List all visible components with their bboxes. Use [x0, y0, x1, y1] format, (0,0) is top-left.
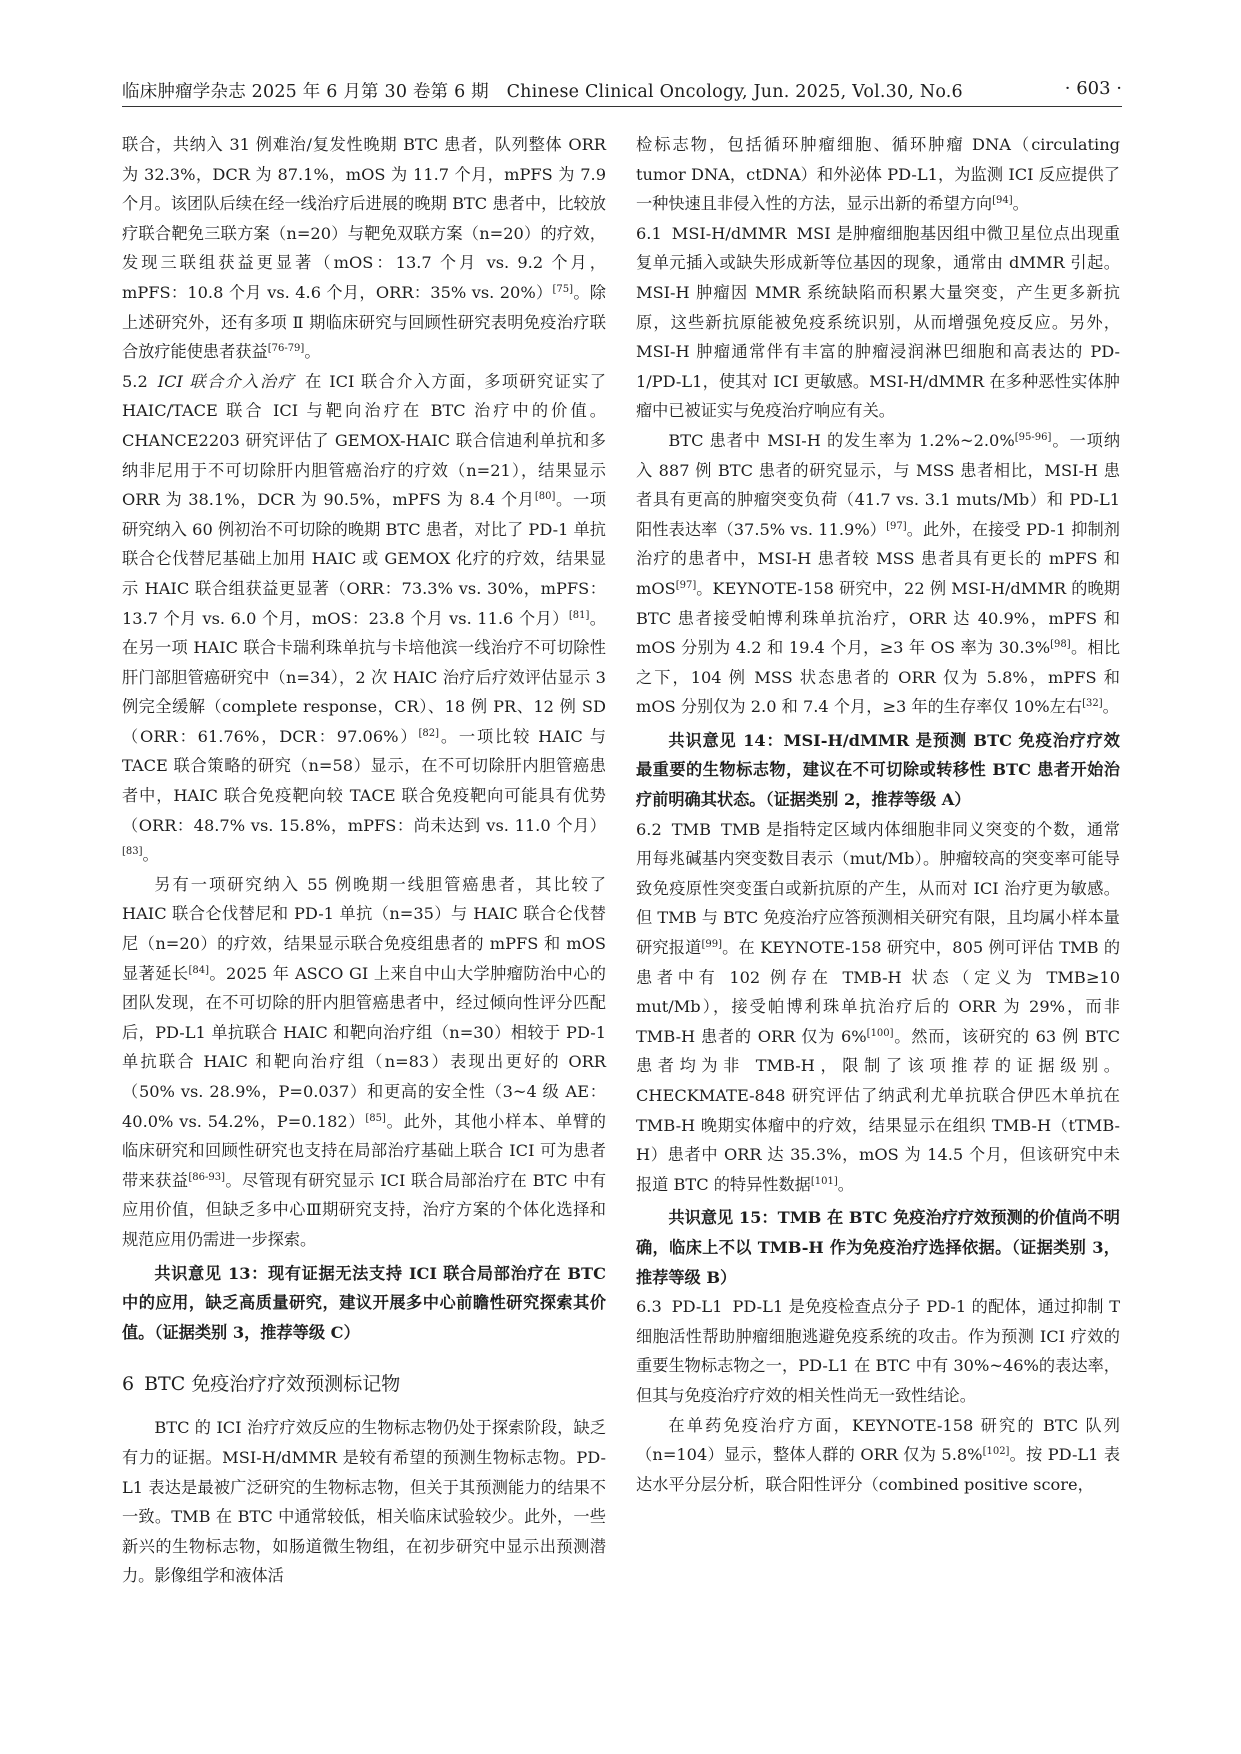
section-number: 6.3 — [636, 1297, 662, 1317]
section-title: ICI 联合介入治疗 — [157, 371, 296, 391]
section-title: TMB — [671, 819, 712, 839]
paragraph-biomarkers: BTC 的 ICI 治疗疗效反应的生物标志物仍处于探索阶段，缺乏有力的证据。MSI-H/dMMR 是较有希望的预测生物标志物。PD-L1 表达是最被广泛研究的生物标志物，但关于其预测能力的结果不一致。TMB 在 BTC 中通常较低，相关临床试验较少。此外，一些新兴的生物标志物，如肠道微生物组，在初步研究中显示出预测潜力。影像组学和液体活 — [122, 1418, 606, 1586]
section-number: 6.1 — [636, 223, 662, 243]
paragraph-liquid-biopsy: 检标志物，包括循环肿瘤细胞、循环肿瘤 DNA（circulating tumor DNA，ctDNA）和外泌体 PD-L1，为监测 ICI 反应提供了一种快速且非侵入性的方法，显示出新的希望方向[94]。 — [636, 135, 1120, 214]
paragraph-haic-study: 另有一项研究纳入 55 例晚期一线胆管癌患者，其比较了 HAIC 联合仑伐替尼和 PD-1 单抗（n=35）与 HAIC 联合仑伐替尼（n=20）的疗效，结果显示联合免疫组患者的 mPFS 和 mOS 显著延长[84]。2025 年 ASCO GI 上来自中山大学肿瘤防治中心的团队发现，在不可切除的肝内胆管癌患者中，经过倾向性评分匹配后，PD-L1 单抗联合 HAIC 和靶向治疗组（n=30）相较于 PD-1 单抗联合 HAIC 和靶向治疗组（n=83）表现出更好的 ORR（50% vs. 28.9%，P=0.037）和更高的安全性（3~4 级 AE：40.0% vs. 54.2%，P=0.182）[85]。此外，其他小样本、单臂的临床研究和回顾性研究也支持在局部治疗基础上联合 ICI 可为患者带来获益[86-93]。尽管现有研究显示 ICI 联合局部治疗在 BTC 中有应用价值，但缺乏多中心Ⅲ期研究支持，治疗方案的个体化选择和规范应用仍需进一步探索。 — [122, 874, 607, 1249]
section-6-heading — [122, 1369, 606, 1399]
journal-header: 临床肿瘤学杂志 2025 年 6 月第 30 卷第 6 期 Chinese Clinical Oncology, Jun. 2025, Vol.30, No.6 — [122, 82, 963, 102]
section-5-2: 5.2 ICI 联合介入治疗 在 ICI 联合介入方面，多项研究证实了 HAIC/TACE 联合 ICI 与靶向治疗在 BTC 治疗中的价值。CHANCE2203 研究评估了 GEMOX-HAIC 联合信迪利单抗和多纳非尼用于不可切除肝内胆管癌治疗的疗效（n=21），结果显示 ORR 为 38.1%，DCR 为 90.5%，mPFS 为 8.4 个月[80]。一项研究纳入 60 例初治不可切除的晚期 BTC 患者，对比了 PD-1 单抗联合仑伐替尼基础上加用 HAIC 或 GEMOX 化疗的疗效，结果显示 HAIC 联合组获益更显著（ORR：73.3% vs. 30%，mPFS：13.7 个月 vs. 6.0 个月，mOS：23.8 个月 vs. 11.6 个月）[81]。在另一项 HAIC 联合卡瑞利珠单抗与卡培他滨一线治疗不可切除性肝门部胆管癌研究中（n=34），2 次 HAIC 治疗后疗效评估显示 3 例完全缓解（complete response，CR）、18 例 PR、12 例 SD（ORR：61.76%，DCR：97.06%）[82]。一项比较 HAIC 与 TACE 联合策略的研究（n=58）显示，在不可切除肝内胆管癌患者中，HAIC 联合免疫靶向较 TACE 联合免疫靶向可能具有优势（ORR：48.7% vs. 15.8%，mPFS：尚未达到 vs. 11.0 个月）[83]。 — [122, 371, 607, 865]
paragraph-radiotherapy: 联合，共纳入 31 例难治/复发性晚期 BTC 患者，队列整体 ORR 为 32.3%，DCR 为 87.1%，mOS 为 11.7 个月，mPFS 为 7.9 个月。该团队后续在经一线治疗后进展的晚期 BTC 患者中，比较放疗联合靶免三联方案（n=20）与靶免双联方案（n=20）的疗效，发现三联组获益更显著（mOS：13.7 个月 vs. 9.2 个月，mPFS：10.8 个月 vs. 4.6 个月，ORR：35% vs. 20%）[75]。除上述研究外，还有多项 Ⅱ 期临床研究与回顾性研究表明免疫治疗联合放疗能使患者获益[76-79]。 — [122, 135, 606, 362]
section-number: 5.2 — [122, 371, 148, 391]
section-6-2: 6.2 TMB TMB 是指特定区域内体细胞非同义突变的个数，通常用每兆碱基内突变数目表示（mut/Mb）。肿瘤较高的突变率可能导致免疫原性突变蛋白或新抗原的产生，从而对 ICI 治疗更为敏感。但 TMB 与 BTC 免疫治疗应答预测相关研究有限，且均属小样本量研究报道[99]。在 KEYNOTE-158 研究中，805 例可评估 TMB 的患者中有 102 例存在 TMB-H 状态（定义为 TMB≥10 mut/Mb），接受帕博利珠单抗治疗后的 ORR 为 29%，而非 TMB-H 患者的 ORR 仅为 6%[100]。然而，该研究的 63 例 BTC 患者均为非 TMB-H，限制了该项推荐的证据级别。CHECKMATE-848 研究评估了纳武利尤单抗联合伊匹木单抗在 TMB-H 晚期实体瘤中的疗效，结果显示在组织 TMB-H（tTMB-H）患者中 ORR 达 35.3%，mOS 为 14.5 个月，但该研究中未报道 BTC 的特异性数据[101]。 — [636, 819, 1121, 1194]
paragraph-keynote-158: 在单药免疫治疗方面，KEYNOTE-158 研究的 BTC 队列（n=104）显示，整体人群的 ORR 仅为 5.8%[102]。按 PD-L1 表达水平分层分析，联合阳性评分（combined positive score， — [636, 1415, 1121, 1494]
consensus-15: 共识意见 15：TMB 在 BTC 免疫治疗疗效预测的价值尚不明确，临床上不以 TMB-H 作为免疫治疗选择依据。（证据类别 3，推荐等级 B） — [636, 1208, 1120, 1287]
right-column — [636, 130, 1120, 1499]
section-title: MSI-H/dMMR — [671, 223, 787, 243]
consensus-14: 共识意见 14：MSI-H/dMMR 是预测 BTC 免疫治疗疗效最重要的生物标志物，建议在不可切除或转移性 BTC 患者开始治疗前明确其状态。（证据类别 2，推荐等级 A） — [636, 730, 1120, 810]
section-title: BTC 免疫治疗疗效预测标记物 — [144, 1373, 401, 1396]
left-column — [122, 130, 606, 1591]
section-6-1: 6.1 MSI-H/dMMR MSI 是肿瘤细胞基因组中微卫星位点出现重复单元插入或缺失形成新等位基因的现象，通常由 dMMR 引起。MSI-H 肿瘤因 MMR 系统缺陷而积累大量突变，产生更多新抗原，这些新抗原能被免疫系统识别，从而增强免疫反应。另外，MSI-H 肿瘤通常伴有丰富的肿瘤浸润淋巴细胞和高表达的 PD-1/PD-L1，使其对 ICI 更敏感。MSI-H/dMMR 在多种恶性实体肿瘤中已被证实与免疫治疗响应有关。 — [636, 223, 1120, 421]
consensus-13: 共识意见 13：现有证据无法支持 ICI 联合局部治疗在 BTC 中的应用，缺乏高质量研究，建议开展多中心前瞻性研究探索其价值。（证据类别 3，推荐等级 C） — [122, 1263, 606, 1342]
section-6-3: 6.3 PD-L1 PD-L1 是免疫检查点分子 PD-1 的配体，通过抑制 T 细胞活性帮助肿瘤细胞逃避免疫系统的攻击。作为预测 ICI 疗效的重要生物标志物之一，PD-L1 在 BTC 中有 30%~46%的表达率，但其与免疫治疗疗效的相关性尚无一致性结论。 — [636, 1297, 1120, 1405]
section-number: 6.2 — [636, 819, 662, 839]
page-number: · 603 · — [1064, 78, 1122, 99]
section-title: PD-L1 — [671, 1297, 723, 1317]
paragraph-msi-incidence: BTC 患者中 MSI-H 的发生率为 1.2%~2.0%[95-96]。一项纳入 887 例 BTC 患者的研究显示，与 MSS 患者相比，MSI-H 患者具有更高的肿瘤突变负荷（41.7 vs. 3.1 muts/Mb）和 PD-L1 阳性表达率（37.5% vs. 11.9%）[97]。此外，在接受 PD-1 抑制剂治疗的患者中，MSI-H 患者较 MSS 患者具有更长的 mPFS 和 mOS[97]。KEYNOTE-158 研究中，22 例 MSI-H/dMMR 的晚期 BTC 患者接受帕博利珠单抗治疗，ORR 达 40.9%，mPFS 和 mOS 分别为 4.2 和 19.4 个月，≥3 年 OS 率为 30.3%[98]。相比之下，104 例 MSS 状态患者的 ORR 仅为 5.8%，mPFS 和 mOS 分别仅为 2.0 和 7.4 个月，≥3 年的生存率仅 10%左右[32]。 — [636, 430, 1121, 717]
section-number: 6 — [122, 1373, 135, 1396]
running-header — [122, 78, 1122, 108]
header-rule — [122, 106, 1122, 107]
